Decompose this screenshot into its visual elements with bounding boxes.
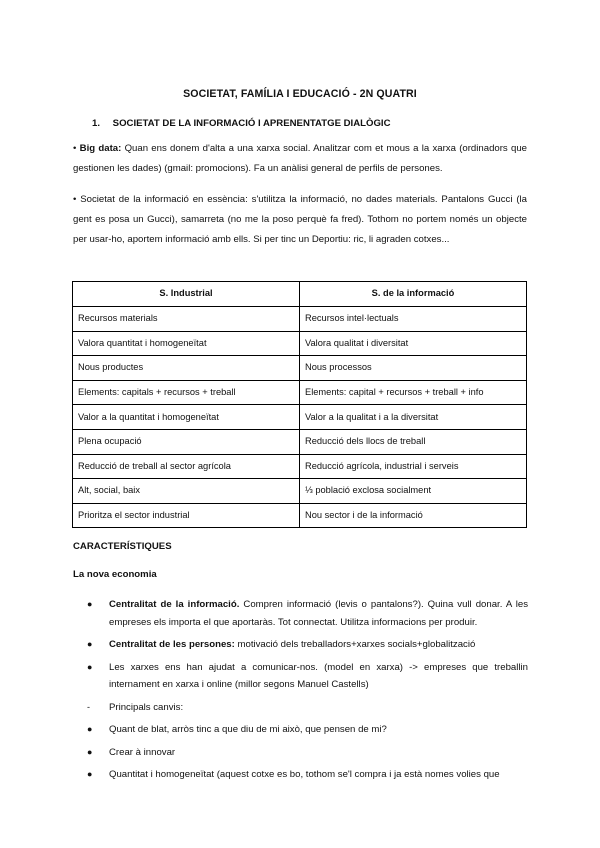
- list-marker: ●: [87, 639, 93, 649]
- table-body: [73, 307, 527, 528]
- characteristics-list: [73, 596, 528, 789]
- document-title: SOCIETAT, FAMÍLIA I EDUCACIÓ - 2N QUATRI: [183, 88, 417, 100]
- column-header-information: S. de la informació: [300, 282, 527, 307]
- section-heading: [92, 117, 391, 132]
- comparison-table: [72, 281, 527, 528]
- cell-industrial: Recursos materials: [73, 307, 300, 332]
- heading-characteristics: CARACTERÍSTIQUES: [73, 541, 172, 552]
- list-item-text: Principals canvis:: [109, 701, 184, 713]
- table-row: [73, 307, 527, 332]
- table-row: [73, 479, 527, 504]
- cell-industrial: Prioritza el sector industrial: [73, 503, 300, 528]
- table-header-row: [73, 282, 527, 307]
- cell-information: Recursos intel·lectuals: [300, 307, 527, 332]
- list-item: [73, 659, 528, 694]
- list-marker: ●: [87, 724, 93, 734]
- table-row: [73, 331, 527, 356]
- cell-industrial: Valor a la quantitat i homogeneïtat: [73, 405, 300, 430]
- table-row: [73, 356, 527, 381]
- cell-information: Valora qualitat i diversitat: [300, 331, 527, 356]
- list-item-text: Les xarxes ens han ajudat a comunicar-nos. (model en xarxa) -> empreses que treballin internament en xarxa i online (millor segons Manuel Castells): [109, 661, 528, 690]
- heading-new-economy: La nova economia: [73, 569, 157, 580]
- cell-information: Nou sector i de la informació: [300, 503, 527, 528]
- list-item: [73, 766, 528, 784]
- cell-industrial: Alt, social, baix: [73, 479, 300, 504]
- list-marker: ●: [87, 746, 93, 757]
- list-marker: ●: [87, 661, 93, 672]
- list-item: [73, 636, 528, 654]
- list-item-text: motivació dels treballadors+xarxes socials+globalització: [234, 639, 476, 650]
- paragraph-text: Societat de la informació en essència: s'utilitza la informació, no dades materials. Pantalons Gucci (la gent es posa un Gucci), samarreta (no me la poso perquè fa fred). Tothom no portem només un objecte per usar-ho, aportem informació amb ells. Si per tinc un Deportiu: ric, li agraden cotxes...: [73, 194, 527, 245]
- cell-industrial: Plena ocupació: [73, 429, 300, 454]
- list-item-text: Compren informació (levis o pantalons?). Quina vull donar. A les empreses els importa el que aportaràs. Tot connectat. Utilitza informacions per produir.: [109, 599, 528, 628]
- cell-information: Valor a la qualitat i a la diversitat: [300, 405, 527, 430]
- cell-information: Reducció dels llocs de treball: [300, 429, 527, 454]
- list-marker: ●: [87, 769, 93, 779]
- column-header-industrial: S. Industrial: [73, 282, 300, 307]
- table-row: [73, 405, 527, 430]
- list-marker: ●: [87, 599, 93, 609]
- section-number: 1.: [92, 118, 101, 129]
- paragraph-text: Quan ens donem d'alta a una xarxa social. Analitzar com et mous a la xarxa (ordinadors que gestionen les dades) (gmail: promocions). Fa un anàlisi general de perfils de persones.: [73, 143, 528, 174]
- list-item: [73, 596, 528, 631]
- cell-industrial: Reducció de treball al sector agrícola: [73, 454, 300, 479]
- cell-information: Nous processos: [300, 356, 527, 381]
- list-item-text: Crear à innovar: [109, 746, 176, 758]
- cell-industrial: Elements: capitals + recursos + treball: [73, 380, 300, 405]
- list-item: [73, 699, 528, 717]
- list-marker: -: [87, 701, 90, 712]
- table-row: [73, 503, 527, 528]
- cell-industrial: Valora quantitat i homogeneïtat: [73, 331, 300, 356]
- list-item: [73, 744, 528, 762]
- bullet-marker: •: [73, 143, 77, 154]
- list-item: [73, 721, 528, 739]
- table-row: [73, 454, 527, 479]
- cell-industrial: Nous productes: [73, 356, 300, 381]
- list-item-text: Quant de blat, arròs tinc a que diu de mi això, que pensen de mi?: [109, 724, 387, 735]
- paragraph-bold-lead: Big data:: [79, 143, 122, 154]
- table-row: [73, 380, 527, 405]
- paragraph-information-society: [73, 190, 527, 250]
- paragraph-big-data: [73, 139, 527, 179]
- list-item-bold-lead: Centralitat de la informació.: [109, 599, 240, 610]
- bullet-marker: •: [73, 194, 77, 205]
- cell-information: Reducció agrícola, industrial i serveis: [300, 454, 527, 479]
- list-item-bold-lead: Centralitat de les persones:: [109, 639, 235, 650]
- table-row: [73, 429, 527, 454]
- cell-information: Elements: capital + recursos + treball + info: [300, 380, 527, 405]
- cell-information: ⅓ població exclosa socialment: [300, 479, 527, 504]
- section-title: SOCIETAT DE LA INFORMACIÓ I APRENENTATGE DIALÒGIC: [112, 118, 391, 129]
- list-item-text: Quantitat i homogeneïtat (aquest cotxe es bo, tothom se'l compra i ja està nomes volies que: [109, 769, 500, 780]
